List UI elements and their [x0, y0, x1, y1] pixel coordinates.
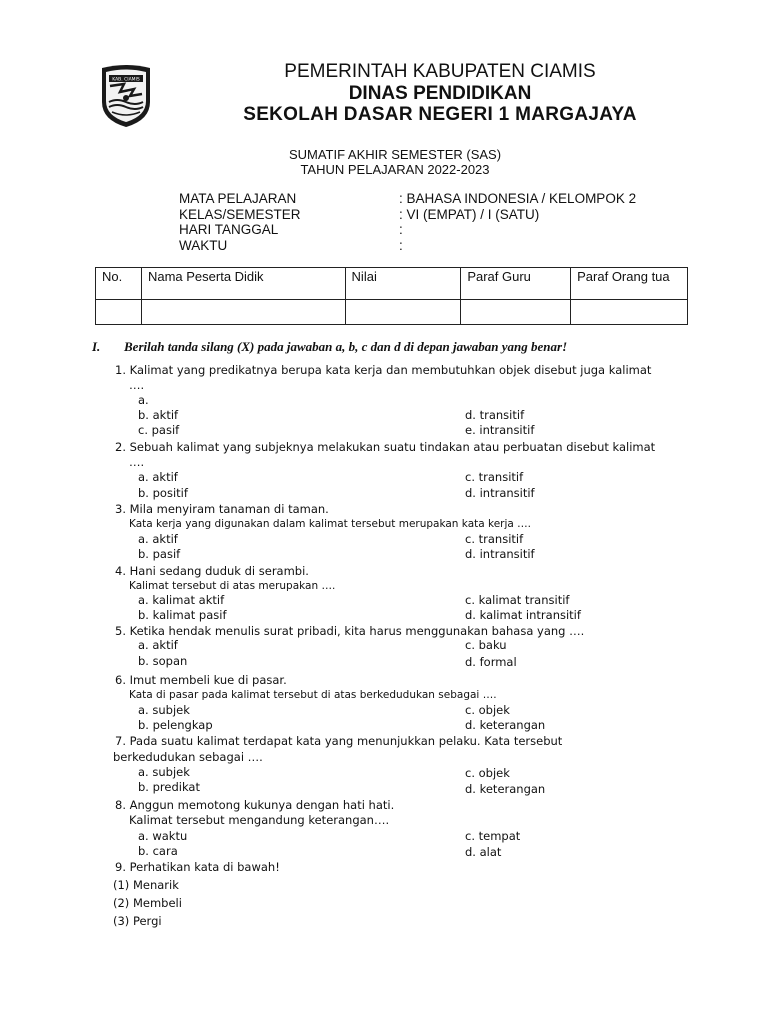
cell-parent-signature[interactable]: [571, 300, 688, 325]
score-table-entry-row: [96, 300, 688, 325]
q9-item-2: (2) Membeli: [113, 896, 182, 910]
q9-item-3: (3) Pergi: [113, 914, 162, 928]
exam-meta: [179, 191, 636, 253]
header-student-name: Nama Peserta Didik: [141, 268, 345, 300]
meta-row-class: [179, 207, 636, 223]
q1-option-a[interactable]: a.: [138, 393, 149, 407]
question-7: 7. Pada suatu kalimat terdapat kata yang menunjukkan pelaku. Kata tersebut: [115, 734, 563, 748]
q4-option-b[interactable]: b. kalimat pasif: [138, 608, 227, 622]
meta-row-time: [179, 238, 636, 254]
score-table-header-row: [96, 268, 688, 300]
q2-option-c[interactable]: c. transitif: [465, 470, 524, 484]
school-heading: SEKOLAH DASAR NEGERI 1 MARGAJAYA: [243, 104, 637, 125]
q8-option-c[interactable]: c. tempat: [465, 829, 521, 843]
q5-option-b[interactable]: b. sopan: [138, 654, 188, 668]
q3-option-c[interactable]: c. transitif: [465, 532, 524, 546]
q8-option-b[interactable]: b. cara: [138, 844, 178, 858]
question-2-continuation: ….: [129, 455, 145, 469]
q1-option-b[interactable]: b. aktif: [138, 408, 179, 422]
exam-title: SUMATIF AKHIR SEMESTER (SAS): [288, 147, 502, 162]
q2-option-d[interactable]: d. intransitif: [465, 486, 535, 500]
cell-teacher-signature[interactable]: [461, 300, 571, 325]
meta-key: HARI TANGGAL: [179, 222, 279, 237]
q5-option-c[interactable]: c. baku: [465, 638, 507, 652]
header-teacher-signature: Paraf Guru: [461, 268, 571, 300]
instruction-text: Berilah tanda silang (X) pada jawaban a, b, c dan d di depan jawaban yang benar!: [124, 339, 568, 354]
question-4: 4. Hani sedang duduk di serambi.: [115, 564, 309, 578]
q8-option-a[interactable]: a. waktu: [138, 829, 188, 843]
q6-option-a[interactable]: a. subjek: [138, 703, 190, 717]
q2-option-a[interactable]: a. aktif: [138, 470, 178, 484]
logo-emblem-icon: [100, 62, 152, 128]
q2-option-b[interactable]: b. positif: [138, 486, 188, 500]
q4-option-c[interactable]: c. kalimat transitif: [465, 593, 570, 607]
meta-value: : BAHASA INDONESIA / KELOMPOK 2: [399, 191, 637, 206]
q9-item-1: (1) Menarik: [113, 878, 179, 892]
header-parent-signature: Paraf Orang tua: [571, 268, 688, 300]
q7-option-c[interactable]: c. objek: [465, 766, 510, 780]
q3-option-a[interactable]: a. aktif: [138, 532, 178, 546]
question-6-prompt: Kata di pasar pada kalimat tersebut di atas berkedudukan sebagai ….: [129, 689, 497, 701]
section-instruction: [92, 339, 567, 355]
meta-key: WAKTU: [179, 237, 228, 253]
q3-option-b[interactable]: b. pasif: [138, 547, 181, 561]
q1-option-e[interactable]: e. intransitif: [465, 423, 535, 437]
cell-score[interactable]: [345, 300, 461, 325]
question-9: 9. Perhatikan kata di bawah!: [115, 860, 280, 874]
header-no: No.: [96, 268, 142, 300]
school-district-logo: [100, 62, 152, 128]
section-number: I.: [92, 339, 101, 354]
q5-option-a[interactable]: a. aktif: [138, 638, 178, 652]
cell-no[interactable]: [96, 300, 142, 325]
q4-option-a[interactable]: a. kalimat aktif: [138, 593, 225, 607]
meta-key: MATA PELAJARAN: [179, 191, 297, 206]
meta-value: :: [399, 237, 403, 253]
q3-option-d[interactable]: d. intransitif: [465, 547, 535, 561]
question-6: 6. Imut membeli kue di pasar.: [115, 673, 287, 687]
exam-year: TAHUN PELAJARAN 2022-2023: [300, 162, 490, 177]
q1-option-c[interactable]: c. pasif: [138, 423, 180, 437]
q6-option-c[interactable]: c. objek: [465, 703, 510, 717]
q7-option-d[interactable]: d. keterangan: [465, 782, 546, 796]
question-5: 5. Ketika hendak menulis surat pribadi, kita harus menggunakan bahasa yang ….: [115, 624, 585, 638]
question-8: 8. Anggun memotong kukunya dengan hati hati.: [115, 798, 395, 812]
q8-option-d[interactable]: d. alat: [465, 845, 502, 859]
question-3-prompt: Kata kerja yang digunakan dalam kalimat tersebut merupakan kata kerja ….: [129, 518, 532, 530]
meta-row-subject: [179, 191, 636, 207]
cell-student-name[interactable]: [141, 300, 345, 325]
department-heading: DINAS PENDIDIKAN: [348, 83, 532, 104]
question-7-continuation: berkedudukan sebagai ….: [113, 750, 263, 764]
q5-option-d[interactable]: d. formal: [465, 655, 517, 669]
question-2: 2. Sebuah kalimat yang subjeknya melakukan suatu tindakan atau perbuatan disebut kalimat: [115, 440, 656, 454]
meta-row-date: [179, 222, 636, 238]
meta-value: :: [399, 222, 403, 237]
question-4-prompt: Kalimat tersebut di atas merupakan ….: [129, 580, 336, 592]
q1-option-d[interactable]: d. transitif: [465, 408, 525, 422]
meta-key: KELAS/SEMESTER: [179, 206, 301, 222]
question-1: 1. Kalimat yang predikatnya berupa kata kerja dan membutuhkan objek disebut juga kalimat: [115, 363, 652, 377]
question-1-continuation: ….: [129, 378, 145, 392]
question-3: 3. Mila menyiram tanaman di taman.: [115, 502, 329, 516]
q7-option-a[interactable]: a. subjek: [138, 765, 190, 779]
logo-text: KAB. CIAMIS: [112, 77, 140, 83]
header-score: Nilai: [345, 268, 461, 300]
q7-option-b[interactable]: b. predikat: [138, 780, 200, 794]
government-heading: PEMERINTAH KABUPATEN CIAMIS: [284, 61, 596, 82]
meta-value: : VI (EMPAT) / I (SATU): [399, 206, 540, 222]
q6-option-b[interactable]: b. pelengkap: [138, 718, 213, 732]
q6-option-d[interactable]: d. keterangan: [465, 718, 546, 732]
score-table: [95, 267, 688, 325]
q4-option-d[interactable]: d. kalimat intransitif: [465, 608, 581, 622]
question-8-prompt: Kalimat tersebut mengandung keterangan….: [129, 813, 390, 827]
